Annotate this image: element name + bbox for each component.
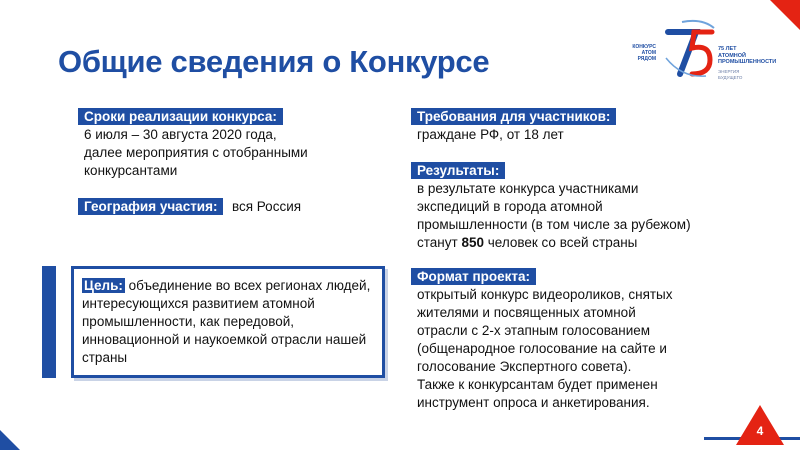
logo-75-mark [662, 18, 718, 80]
results-highlight-number: 850 [461, 235, 484, 250]
geography-section [78, 198, 301, 216]
results-section [411, 162, 691, 252]
logo-number: 75 [662, 18, 664, 19]
results-text-after: человек со всей страны [483, 235, 638, 250]
format-text: открытый конкурс видеороликов, снятых жителями и посвященных атомной отрасли с 2-х этапным голосованием (общенародное голосование на сайте и голосование Экспертного совета). Также к конкурсантам будет применен инструмент опроса и анкетирования. [417, 287, 673, 410]
logo-contest-name: КОНКУРС АТОМ РЯДОМ [632, 44, 656, 62]
geography-label: География участия: [78, 198, 223, 215]
requirements-text: граждане РФ, от 18 лет [417, 127, 564, 142]
logo-anniversary-title: 75 ЛЕТ АТОМНОЙ ПРОМЫШЛЕННОСТИ [718, 46, 777, 65]
requirements-label: Требования для участников: [411, 108, 616, 125]
logo-anniversary-text [718, 46, 790, 82]
slide-title: Общие сведения о Конкурсе [58, 44, 490, 79]
requirements-section [411, 108, 616, 144]
geography-value: вся Россия [231, 199, 302, 214]
format-section [411, 268, 673, 412]
results-label: Результаты: [411, 162, 505, 179]
goal-section [82, 277, 382, 367]
goal-accent-bar [42, 266, 56, 378]
results-text [417, 180, 691, 252]
logo-slogan: ЭНЕРГИЯ БУДУЩЕГО [718, 68, 743, 80]
terms-label: Сроки реализации конкурса: [78, 108, 283, 125]
corner-blue-triangle [0, 430, 20, 450]
format-label: Формат проекта: [411, 268, 536, 285]
terms-text: 6 июля – 30 августа 2020 года, далее мероприятия с отобранными конкурсантами [84, 127, 308, 178]
goal-text: объединение во всех регионах людей, интересующихся развитием атомной промышленности, как передовой, инновационной и наукоемкой отрасли нашей страны [82, 278, 371, 365]
goal-label: Цель: [84, 278, 123, 293]
terms-section [78, 108, 308, 180]
page-number: 4 [756, 424, 764, 438]
results-text-before: в результате конкурса участниками экспедиций в города атомной промышленности (в том числе за рубежом) станут [417, 181, 691, 250]
anniversary-logo [620, 18, 790, 80]
